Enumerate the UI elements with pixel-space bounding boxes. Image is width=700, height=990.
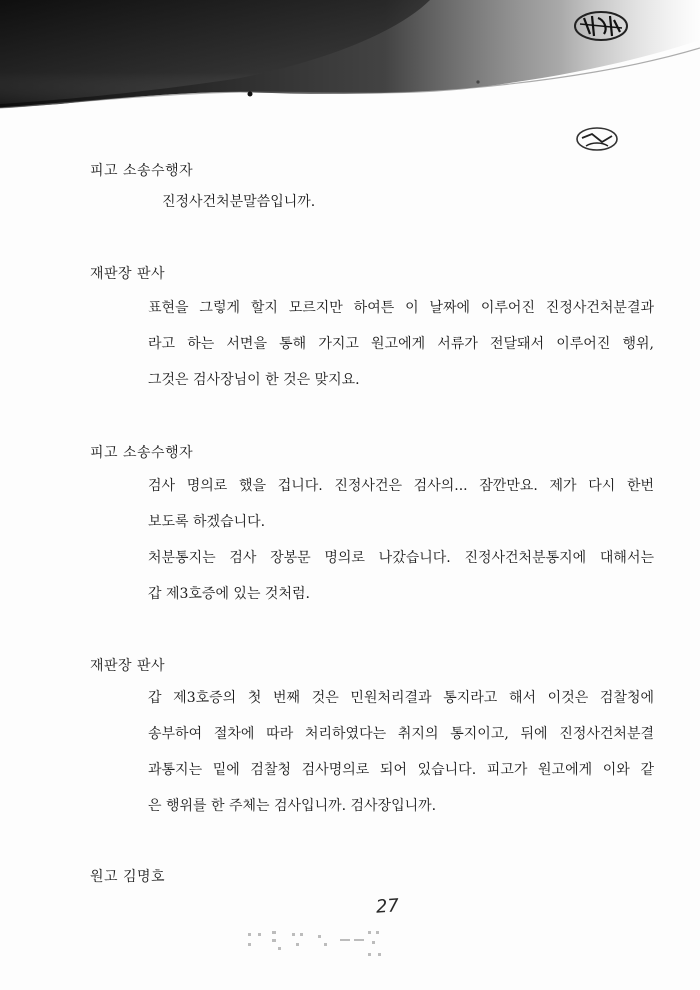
speaker-label: 피고 소송수행자 [90,163,194,179]
speaker-label: 재판장 판사 [90,266,166,282]
statement-paragraph [148,680,654,824]
statement-line: 과통지는 밑에 검찰청 검사명의로 되어 있습니다. 피고가 원고에게 이와 같 [148,762,654,778]
statement-line: 보도록 하겠습니다. [148,514,266,530]
statement-line: 처분통지는 검사 장봉문 명의로 나갔습니다. 진정사건처분통지에 대해서는 [148,550,654,566]
footer-marks [238,925,398,965]
partial-seal-icon [572,122,622,156]
speaker-label: 재판장 판사 [90,658,166,674]
statement-paragraph [162,184,502,220]
statement-paragraph [148,468,654,612]
statement-line: 그것은 검사장님이 한 것은 맞지요. [148,372,360,388]
statement-line: 갑 제3호증에 있는 것처럼. [148,586,310,602]
official-seal-icon [570,6,632,46]
statement-line: 송부하여 절차에 따라 처리하였다는 취지의 통지이고, 뒤에 진정사건처분결 [148,726,654,742]
statement-line: 검사 명의로 했을 겁니다. 진정사건은 검사의... 잠깐만요. 제가 다시 한번 [148,478,654,494]
statement-paragraph [148,290,654,398]
page-number: 27 [375,895,400,918]
statement-line: 은 행위를 한 주체는 검사입니까. 검사장입니까. [148,798,437,814]
speaker-label: 원고 김명호 [90,869,166,885]
statement-line: 라고 하는 서면을 통해 가지고 원고에게 서류가 전달돼서 이루어진 행위, [148,336,654,352]
statement-line: 진정사건처분말씀입니까. [162,194,316,210]
speaker-label: 피고 소송수행자 [90,445,194,461]
statement-line: 표현을 그렇게 할지 모르지만 하여튼 이 날짜에 이루어진 진정사건처분결과 [148,300,654,316]
statement-line: 갑 제3호증의 첫 번째 것은 민원처리결과 통지라고 해서 이것은 검찰청에 [148,690,654,706]
